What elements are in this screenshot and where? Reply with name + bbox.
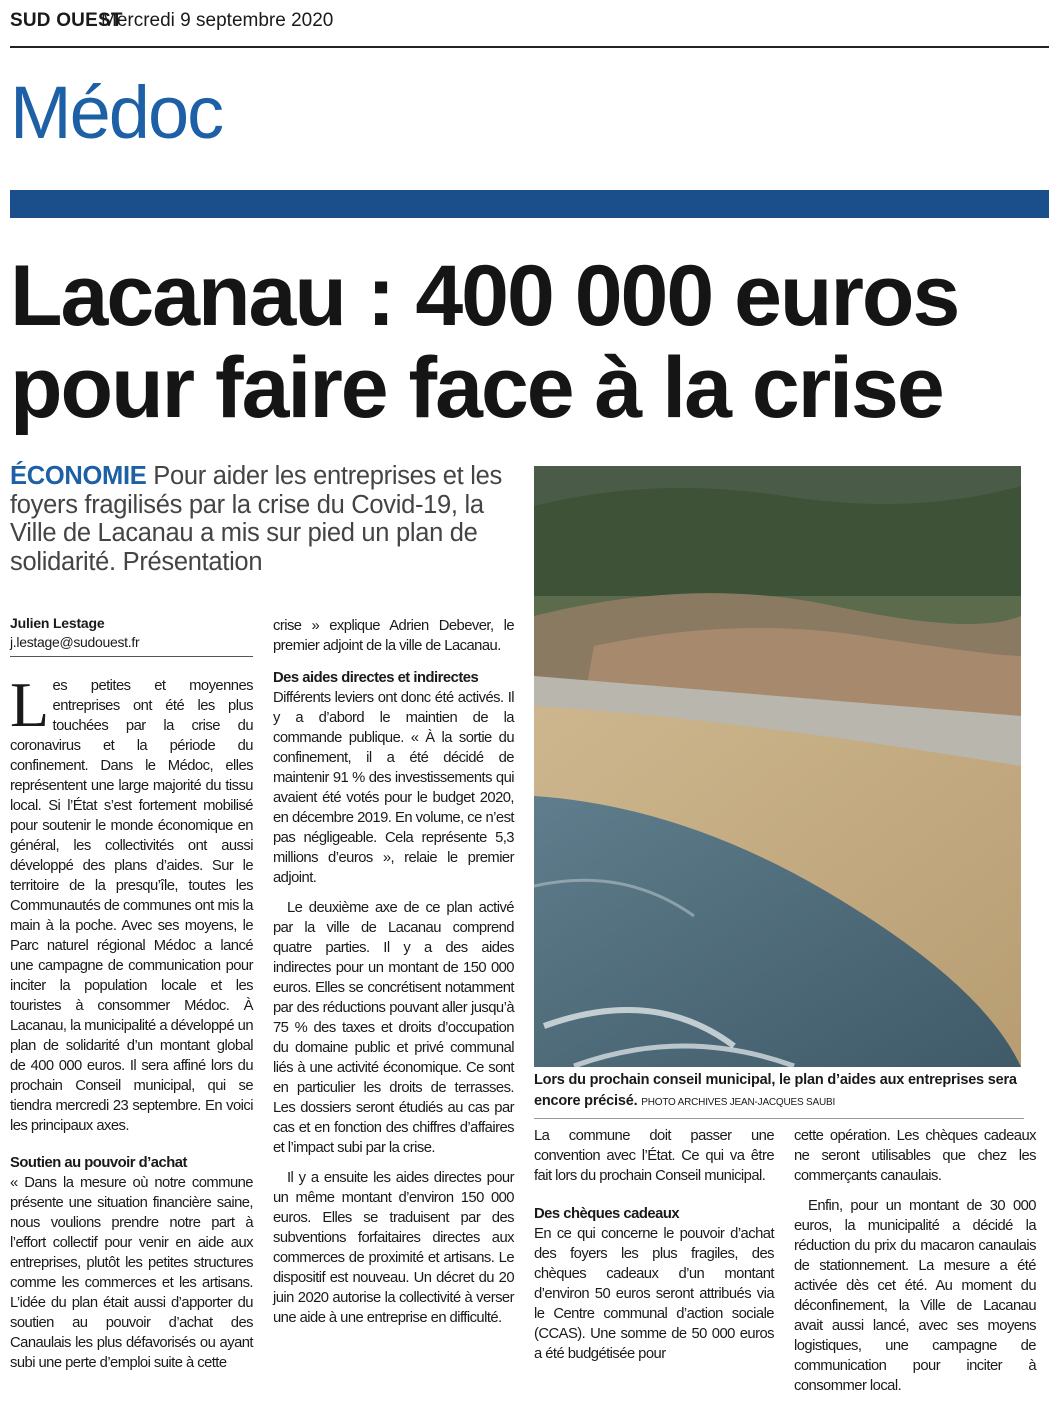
paragraph-text: es petites et moyennes entreprises ont été les plus touchées par la crise du coronavirus et la période du confinement. Dans le Médoc, elles représentent une large majorité du tissu local. Si l’État s’est fortement mobilisé pour soutenir le monde économique en général, les collectivités ont aussi développé des plans d’aides. Sur le territoire de la presqu’île, toutes les Communautés de communes ont mis la main à la poche. Avec ses moyens, le Parc naturel régional Médoc a lancé une campagne de communication pour inciter la population locale et les touristes à consommer Médoc. À Lacanau, la municipalité a développé un plan de solidarité d’un montant global de 400 000 euros. Il sera affiné lors du prochain Conseil municipal, qui se tiendra mercredi 23 septembre. En voici les principaux axes. — [10, 678, 253, 1134]
article-column-2 — [273, 616, 514, 1328]
byline-divider — [10, 656, 253, 657]
publication-date: Mercredi 9 septembre 2020 — [101, 10, 334, 31]
photo-caption — [534, 1070, 1024, 1113]
headline-line-2: pour faire face à la crise — [10, 340, 943, 436]
article-column-1 — [10, 669, 253, 1373]
photo-illustration — [534, 466, 1021, 1067]
article-paragraph: La commune doit passer une convention avec l’État. Ce qui va être fait lors du prochain Conseil municipal. — [534, 1128, 774, 1184]
caption-divider — [534, 1118, 1024, 1119]
standfirst-text: Pour aider les entreprises et les foyers fragilisés par la crise du Covid-19, la Ville de Lacanau a mis sur pied un plan de solidarité. Présentation — [10, 462, 502, 576]
article-paragraph: crise » explique Adrien Debever, le premier adjoint de la ville de Lacanau. — [273, 618, 514, 654]
article-paragraph: Différents leviers ont donc été activés. Il y a d’abord le maintien de la commande publique. « À la sortie du confinement, il a été décidé de maintenir 91 % des investissements qui avaient été votés pour le budget 2020, en décembre 2019. En volume, ce n’est pas négligeable. Cela représente 5,3 millions d’euros », relaie le premier adjoint. — [273, 690, 514, 886]
article-paragraph: cette opération. Les chèques cadeaux ne seront utilisables que chez les commerçants canaulais. — [794, 1128, 1036, 1184]
standfirst-kicker: ÉCONOMIE — [10, 462, 147, 490]
section-bar — [10, 190, 1049, 218]
article-paragraph: En ce qui concerne le pouvoir d’achat des foyers les plus fragiles, des chèques cadeaux d’un montant d’environ 50 euros seront attribués via le Centre communal d’action sociale (CCAS). Une somme de 50 000 euros a été budgétisée pour — [534, 1226, 774, 1362]
headline — [10, 250, 1049, 434]
byline-email[interactable]: j.lestage@sudouest.fr — [10, 634, 140, 650]
article-paragraph: Il y a ensuite les aides directes pour un même montant d’environ 150 000 euros. Elles se traduisent par des subventions forfaitaires directes aux commerces de proximité et artisans. Le dispositif est nouveau. Un décret du 20 juin 2020 autorise la collectivité à verser une aide à une entreprise en difficulté. — [273, 1170, 514, 1326]
article-paragraph: « Dans la mesure où notre commune présente une situation financière saine, nous voulions prendre notre part à l’effort collectif pour venir en aide aux entreprises, plutôt les petites structures comme les commerces et les artisans. L’idée du plan était aussi d’apporter du soutien au pouvoir d’achat des Canaulais les plus défavorisés ou ayant subi une perte d’emploi suite à cette — [10, 1175, 253, 1371]
article-column-3 — [534, 1126, 774, 1364]
byline-author: Julien Lestage — [10, 615, 105, 631]
article-paragraph: Enfin, pour un montant de 30 000 euros, la municipalité a décidé la réduction du prix du macaron canaulais de stationnement. La mesure a été activée dès cet été. Au moment du déconfinement, la Ville de Lacanau avait aussi lancé, avec ses moyens logistiques, une campagne de communication pour inciter à consommer local. — [794, 1198, 1036, 1394]
photo-credit: PHOTO ARCHIVES JEAN-JACQUES SAUBI — [641, 1097, 836, 1108]
standfirst — [10, 462, 520, 576]
caption-text: Lors du prochain conseil municipal, le plan d’aides aux entreprises sera encore précisé. — [534, 1072, 1017, 1109]
drop-cap: L — [10, 669, 49, 740]
newspaper-brand: SUD OUEST — [10, 10, 123, 31]
subheading: Soutien au pouvoir d’achat — [10, 1155, 187, 1171]
article-paragraph — [10, 669, 253, 1136]
aerial-beach-photo — [534, 466, 1021, 1067]
article-column-4 — [794, 1126, 1036, 1396]
article-paragraph: Le deuxième axe de ce plan activé par la ville de Lacanau comprend quatre parties. Il y a des aides indirectes pour un montant de 150 000 euros. Elles se concrétisent notamment par des réductions pouvant aller jusqu’à 75 % des taxes et droits d’occupation du domaine public et privé communal liés à une activité économique. Ce sont en particulier les droits de terrasses. Les dossiers seront étudiés au cas par cas et en fonction des chiffres d’affaires et l’impact subi par la crise. — [273, 900, 514, 1156]
masthead-divider — [10, 46, 1049, 48]
section-title: Médoc — [10, 71, 223, 154]
subheading: Des aides directes et indirectes — [273, 670, 479, 686]
headline-line-1: Lacanau : 400 000 euros — [10, 248, 959, 344]
subheading: Des chèques cadeaux — [534, 1206, 680, 1222]
